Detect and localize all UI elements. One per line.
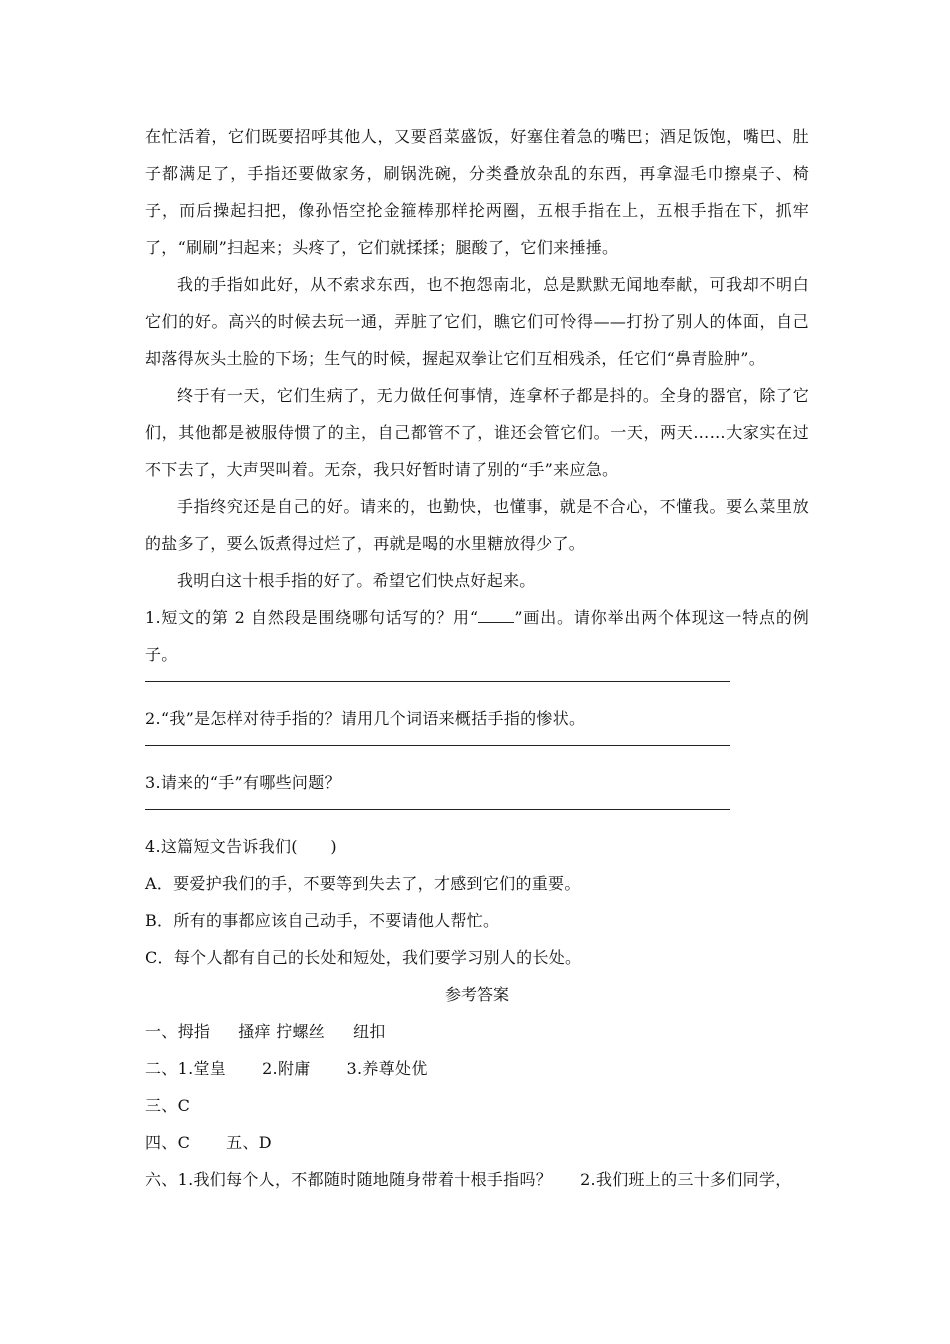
question-4: 4.这篇短文告诉我们( ) (145, 837, 337, 856)
question-1-text-a: 1.短文的第 2 自然段是围绕哪句话写的？用“ (145, 608, 479, 627)
answer-6-b: 2.我们班上的三十多们同学， (580, 1170, 792, 1189)
answer-line-1[interactable] (145, 681, 730, 682)
answer-6-a: 六、1.我们每个人，不都随时随地随身带着十根手指吗？ (145, 1170, 553, 1189)
answer-1-d: 纽扣 (353, 1022, 386, 1041)
question-2: 2.“我”是怎样对待手指的？请用几个词语来概括手指的惨状。 (145, 709, 586, 728)
question-3: 3.请来的“手”有哪些问题？ (145, 773, 341, 792)
answer-6 (145, 1161, 809, 1198)
question-1 (145, 599, 809, 673)
answer-1-b: 搔痒 (238, 1022, 271, 1041)
passage-paragraph-3: 终于有一天，它们生病了，无力做任何事情，连拿杯子都是抖的。全身的器官，除了它们，其他都是被服侍惯了的主，自己都管不了，谁还会管它们。一天，两天……大家实在过不下去了，大声哭叫着。无奈，我只好暂时请了别的“手”来应急。 (145, 386, 809, 479)
passage-paragraph-1: 在忙活着，它们既要招呼其他人，又要舀菜盛饭，好塞住着急的嘴巴；酒足饭饱，嘴巴、肚子都满足了，手指还要做家务，刷锅洗碗，分类叠放杂乱的东西，再拿湿毛巾擦桌子、椅子，而后操起扫把，像孙悟空抡金箍棒那样抡两圈，五根手指在上，五根手指在下，抓牢了，“刷刷”扫起来；头疼了，它们就揉揉；腿酸了，它们来捶捶。 (145, 127, 809, 257)
option-a: A．要爱护我们的手，不要等到失去了，才感到它们的重要。 (145, 874, 581, 893)
question-1-text-b: ”画出。请你举出两个体现这一特点的例子。 (145, 608, 809, 664)
document-page (145, 118, 809, 1198)
answer-line-3[interactable] (145, 809, 730, 810)
answer-4: 四、C (145, 1133, 191, 1152)
answer-1-a: 一、拇指 (145, 1022, 211, 1041)
answer-3: 三、C (145, 1096, 191, 1115)
passage-paragraph-4: 手指终究还是自己的好。请来的，也勤快，也懂事，就是不合心，不懂我。要么菜里放的盐多了，要么饭煮得过烂了，再就是喝的水里糖放得少了。 (145, 497, 809, 553)
answer-5: 五、D (226, 1133, 272, 1152)
answer-1-c: 拧螺丝 (276, 1022, 326, 1041)
answer-2 (145, 1050, 809, 1087)
answer-2-c: 3.养尊处优 (346, 1059, 428, 1078)
passage-paragraph-5: 我明白这十根手指的好了。希望它们快点好起来。 (177, 571, 536, 590)
passage-paragraph-2: 我的手指如此好，从不索求东西，也不抱怨南北，总是默默无闻地奉献，可我却不明白它们的好。高兴的时候去玩一通，弄脏了它们，瞧它们可怜得——打扮了别人的体面，自己却落得灰头土脸的下场；生气的时候，握起双拳让它们互相残杀，任它们“鼻青脸肿”。 (145, 275, 809, 368)
answer-line-2[interactable] (145, 745, 730, 746)
option-c: C．每个人都有自己的长处和短处，我们要学习别人的长处。 (145, 948, 582, 967)
answer-2-b: 2.附庸 (262, 1059, 311, 1078)
answer-2-a: 二、1.堂皇 (145, 1059, 227, 1078)
answer-1 (145, 1013, 809, 1050)
answer-4-5 (145, 1124, 809, 1161)
question-1-blank-mark (478, 608, 514, 623)
answers-title: 参考答案 (444, 985, 509, 1004)
option-b: B．所有的事都应该自己动手，不要请他人帮忙。 (145, 911, 500, 930)
